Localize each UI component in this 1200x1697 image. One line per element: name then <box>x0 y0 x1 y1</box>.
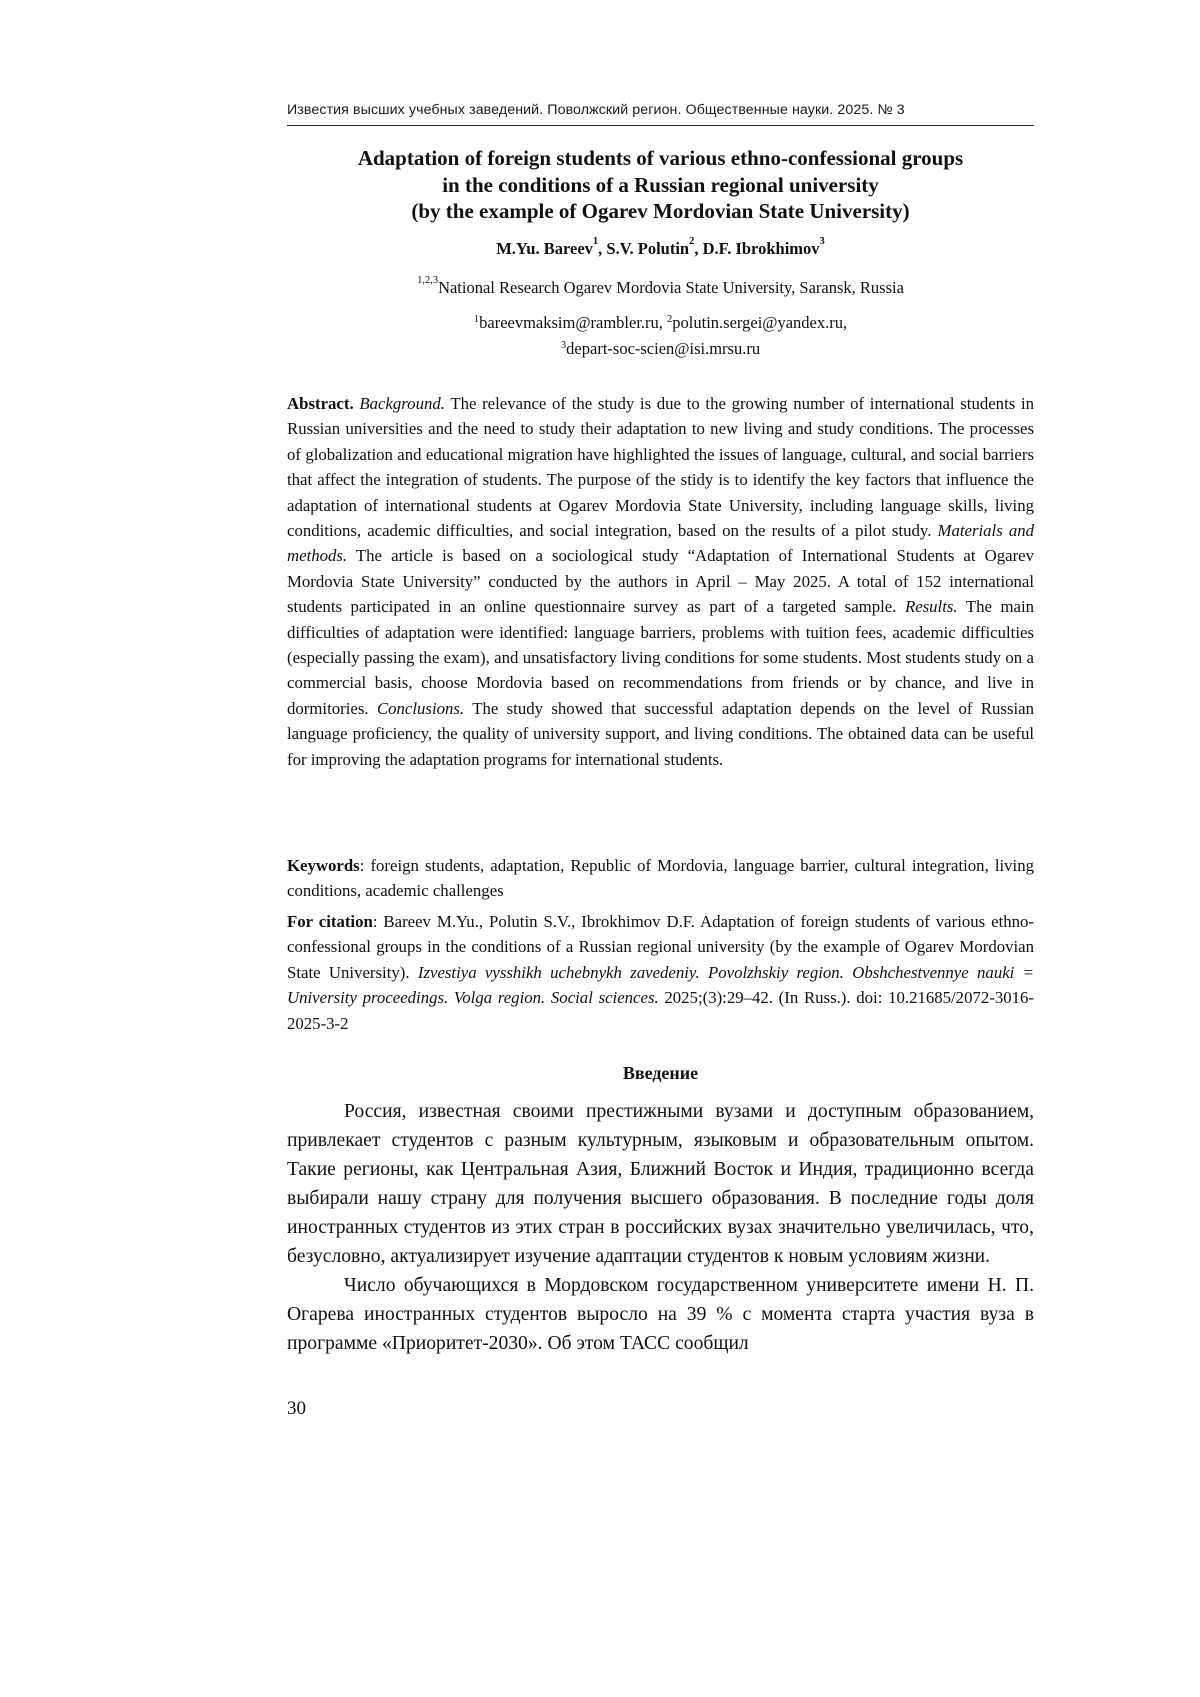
email-link[interactable]: depart-soc-scien@isi.mrsu.ru <box>566 339 761 358</box>
author-name: S.V. Polutin <box>606 239 690 258</box>
citation-text: : Bareev M.Yu., Polutin S.V., Ibrokhimov D.F. Adaptation of foreign students of various ethno-confessional groups in the conditions of a Russian regional university (by the example of Ogarev Mordovian State University). <box>287 912 1034 982</box>
page-number: 30 <box>287 1398 306 1419</box>
author-separator: , <box>694 239 703 258</box>
email-line-2 <box>287 336 1034 362</box>
citation-doi: 2025;(3):29–42. (In Russ.). doi: 10.21685/2072-3016-2025-3-2 <box>287 988 1034 1033</box>
author-name: M.Yu. Bareev <box>496 239 593 258</box>
methods-label: Materials and methods. <box>287 521 1034 566</box>
email-sup: 2 <box>667 314 673 325</box>
header-rule <box>287 125 1034 126</box>
methods-text: The article is based on a sociological study “Adaptation of International Students at Ogarev Mordovia State University” conducted by the authors in April – May 2025. A total of 152 international students participated in an online questionnaire survey as part of a targeted sample. <box>287 546 1034 617</box>
email-sup: 1 <box>473 314 480 325</box>
background-text: The relevance of the study is due to the growing number of international students in Russian universities and the need to study their adaptation to new living and study conditions. The processes of globalization and educational migration have highlighted the issues of language, cultural, and social barriers that affect the integration of students. The purpose of the stidy is to identify the key factors that influence the adaptation of international students at Ogarev Mordovia State University, including language skills, living conditions, academic difficulties, and social integration, based on the results of a pilot study. <box>287 394 1034 541</box>
title-line-1: Adaptation of foreign students of various ethno-confessional groups <box>357 146 964 170</box>
citation-journal: Izvestiya vysshikh uchebnykh zavedeniy. Povolzhskiy region. Obshchestvennye nauki = University proceedings. Volga region. Social sciences. <box>287 962 1034 1008</box>
abstract-label: Abstract. <box>287 394 354 413</box>
title-line-3: (by the example of Ogarev Mordovian State University) <box>411 199 910 223</box>
running-header: Известия высших учебных заведений. Поволжский регион. Общественные науки. 2025. № 3 <box>287 102 905 118</box>
email-sup: 3 <box>560 340 567 351</box>
body-paragraph-1: Россия, известная своими престижными вузами и доступным образованием, привлекает студентов с разным культурным, языковым и образовательным опытом. Такие регионы, как Центральная Азия, Ближний Восток и Индия, традиционно всегда выбирали нашу страну для получения высшего образования. В последние годы доля иностранных студентов из этих стран в российских вузах значительно увеличилась, что, безусловно, актуализирует изучение адаптации студентов к новым условиям жизни. <box>287 1101 1034 1267</box>
citation-label: For citation <box>287 912 373 931</box>
keywords-text: : foreign students, adaptation, Republic of Mordovia, language barrier, cultural integration, living conditions, academic challenges <box>287 856 1034 901</box>
title-line-2: in the conditions of a Russian regional university <box>442 172 879 197</box>
article-title <box>287 145 1034 225</box>
author-affiliation-sup: 2 <box>689 236 695 247</box>
body-paragraph-2: Число обучающихся в Мордовском государственном университете имени Н. П. Огарева иностранных студентов выросло на 39 % с момента старта участия вуза в программе «Приоритет-2030». Об этом ТАСС сообщил <box>287 1275 1034 1354</box>
author-name: D.F. Ibrokhimov <box>702 239 820 258</box>
body-text <box>287 1097 1034 1358</box>
email-link[interactable]: bareevmaksim@rambler.ru, <box>479 313 668 332</box>
affiliation-text: National Research Ogarev Mordovia State University, Saransk, Russia <box>438 278 904 297</box>
conclusions-label: Conclusions. <box>376 698 465 718</box>
author-affiliation-sup: 3 <box>819 236 825 247</box>
email-line-1 <box>287 310 1034 336</box>
email-link[interactable]: polutin.sergei@yandex.ru, <box>672 313 848 332</box>
affiliation-sup: 1,2,3 <box>417 275 439 286</box>
background-label: Background. <box>359 394 445 413</box>
keywords <box>287 853 1034 904</box>
author-separator: , <box>598 239 607 258</box>
results-label: Results. <box>904 597 958 617</box>
conclusions-text: The study showed that successful adaptation depends on the level of Russian language proficiency, the quality of university support, and living conditions. The obtained data can be useful for improving the adaptation programs for international students. <box>287 698 1034 769</box>
author-list <box>287 236 1034 259</box>
author-emails <box>287 310 1034 362</box>
citation <box>287 909 1034 1036</box>
author-affiliation-sup: 1 <box>592 236 599 247</box>
abstract <box>287 391 1034 772</box>
affiliation <box>287 275 1034 298</box>
results-text: The main difficulties of adaptation were identified: language barriers, problems with tuition fees, academic difficulties (especially passing the exam), and unsatisfactory living conditions for some students. Most students study on a commercial basis, choose Mordovia based on recommendations from friends or by chance, and live in dormitories. <box>287 597 1034 718</box>
keywords-label: Keywords <box>287 856 360 875</box>
section-heading-introduction: Введение <box>622 1063 699 1083</box>
